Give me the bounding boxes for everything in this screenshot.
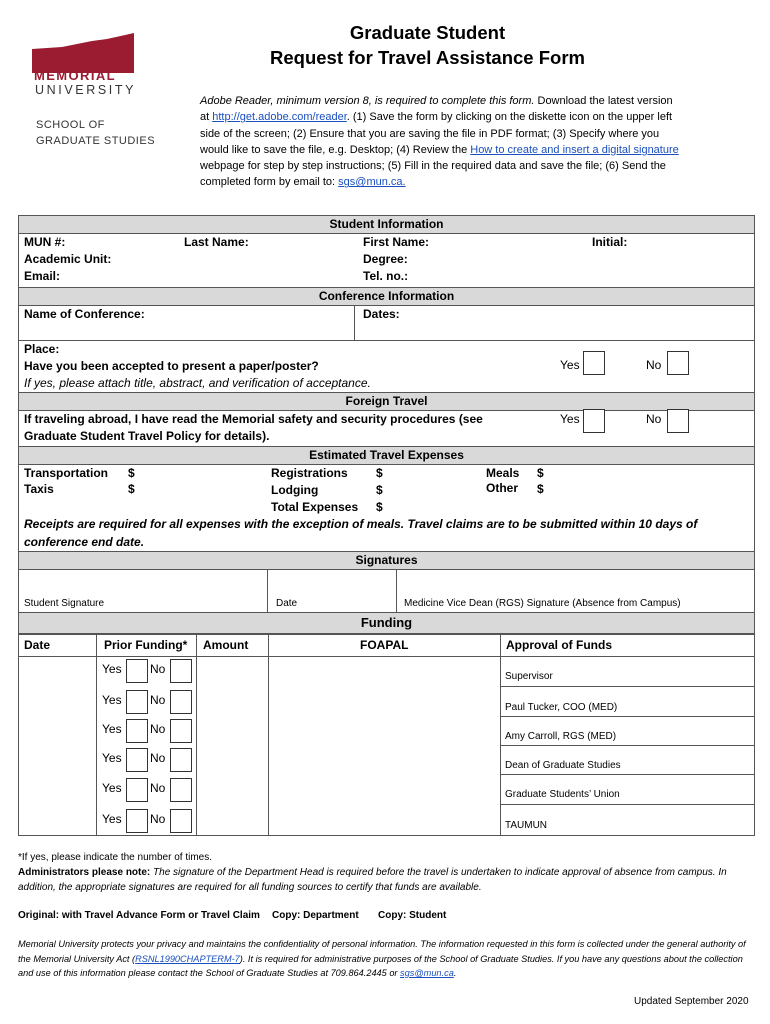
logo-school-line2: GRADUATE STUDIES <box>36 135 156 147</box>
funding-col-divider-3 <box>268 634 269 835</box>
total-currency: $ <box>376 500 383 514</box>
funding-row5-no-label: No <box>150 781 166 795</box>
dean-signature-label <box>404 598 681 609</box>
privacy-text-3: . <box>453 968 457 978</box>
conference-divider <box>354 305 355 340</box>
funding-row1-no-label: No <box>150 662 166 676</box>
dean-signature-note: (Absence from Campus) <box>569 598 681 609</box>
intro-text-1: Download the latest version at <box>200 95 673 124</box>
funding-row1-yes-checkbox[interactable] <box>126 659 148 683</box>
registrations-currency: $ <box>376 466 383 480</box>
transportation-label: Transportation <box>24 466 109 480</box>
funding-header-rule <box>18 656 755 657</box>
signatures-header: Signatures <box>18 551 755 570</box>
funding-row3-no-label: No <box>150 722 166 736</box>
signature-date-label: Date <box>276 598 298 609</box>
memorial-logo-flag-icon <box>32 33 136 73</box>
funding-row5-no-checkbox[interactable] <box>170 778 192 802</box>
funding-row4-yes-label: Yes <box>102 751 122 765</box>
signature-divider-1 <box>267 569 268 612</box>
expenses-header: Estimated Travel Expenses <box>18 446 755 465</box>
foreign-travel-header: Foreign Travel <box>18 392 755 411</box>
funding-row3-yes-checkbox[interactable] <box>126 719 148 743</box>
taxis-label: Taxis <box>24 482 54 496</box>
approver-coo: Paul Tucker, COO (MED) <box>505 702 618 713</box>
accepted-no-label: No <box>646 358 662 372</box>
admin-note-line1 <box>18 867 727 878</box>
intro-requirement: Adobe Reader, minimum version 8, is required to complete this form. <box>200 95 535 107</box>
logo-school <box>36 117 155 149</box>
place-label: Place: <box>24 342 60 356</box>
approver-rule-2 <box>500 716 755 717</box>
funding-row2-no-checkbox[interactable] <box>170 690 192 714</box>
academic-unit-label: Academic Unit: <box>24 252 112 266</box>
admin-note-label: Administrators please note: <box>18 867 151 878</box>
privacy-statement <box>18 937 758 981</box>
funding-row6-yes-label: Yes <box>102 812 122 826</box>
other-currency: $ <box>537 482 544 496</box>
approver-supervisor: Supervisor <box>505 671 553 682</box>
foreign-travel-line2: Graduate Student Travel Policy for details). <box>24 429 270 443</box>
funding-row2-yes-label: Yes <box>102 693 122 707</box>
digital-signature-link[interactable]: How to create and insert a digital signature <box>470 143 679 156</box>
mun-act-link[interactable]: RSNL1990CHAPTERM-7 <box>135 953 240 964</box>
logo-wordmark: MEMORIAL <box>34 68 116 83</box>
degree-label: Degree: <box>363 252 408 266</box>
first-name-label: First Name: <box>363 235 430 249</box>
total-expenses-label: Total Expenses <box>271 500 359 514</box>
email-label: Email: <box>24 269 61 283</box>
initial-label: Initial: <box>592 235 628 249</box>
updated-date: Updated September 2020 <box>634 996 749 1007</box>
funding-col-prior: Prior Funding* <box>104 638 188 652</box>
funding-col-divider-2 <box>196 634 197 835</box>
accepted-yes-label: Yes <box>560 358 580 372</box>
approver-rule-4 <box>500 774 755 775</box>
attach-note: If yes, please attach title, abstract, and verification of acceptance. <box>24 376 371 390</box>
funding-col-foapal: FOAPAL <box>360 638 409 652</box>
last-name-label: Last Name: <box>184 235 249 249</box>
instructions <box>200 93 680 191</box>
student-signature-label: Student Signature <box>24 598 105 609</box>
logo-university: UNIVERSITY <box>35 83 137 97</box>
approver-taumun: TAUMUN <box>505 820 548 831</box>
privacy-email-link[interactable]: sgs@mun.ca <box>400 968 454 978</box>
receipts-note-line2: conference end date. <box>24 535 145 549</box>
privacy-text-2: ). It is required for administrative purposes of the School of Graduate Studies. If you have any questions about the collection and use of this information please contact the School of Graduate Studies at 709.864.2445 or <box>18 953 743 978</box>
form-title <box>200 20 655 70</box>
funding-row6-no-label: No <box>150 812 166 826</box>
department-copy-note: Copy: Department <box>272 910 359 921</box>
dean-signature-title: Medicine Vice Dean (RGS) Signature <box>404 598 570 609</box>
funding-row5-yes-checkbox[interactable] <box>126 778 148 802</box>
receipts-note-line1: Receipts are required for all expenses with the exception of meals. Travel claims are to be submitted within 10 days of <box>24 517 698 531</box>
student-info-header: Student Information <box>18 215 755 234</box>
prior-funding-footnote: *If yes, please indicate the number of times. <box>18 852 212 863</box>
meals-currency: $ <box>537 466 544 480</box>
accepted-yes-checkbox[interactable] <box>583 351 605 375</box>
funding-row2-no-label: No <box>150 693 166 707</box>
lodging-label: Lodging <box>271 483 319 497</box>
foreign-yes-label: Yes <box>560 412 580 426</box>
foreign-no-label: No <box>646 412 662 426</box>
intro-text-2: . (1) Save the form by clicking on the diskette icon on the upper left side of the screen; (2) Ensure that you are saving the file in PDF format; (3) Specify where you would like to save the file, e.g. Desktop; (4) Review the <box>200 111 673 156</box>
funding-row4-yes-checkbox[interactable] <box>126 748 148 772</box>
approver-rule-5 <box>500 804 755 805</box>
adobe-reader-link[interactable]: http://get.adobe.com/reader <box>212 111 347 124</box>
funding-row3-yes-label: Yes <box>102 722 122 736</box>
funding-row5-yes-label: Yes <box>102 781 122 795</box>
conference-info-header: Conference Information <box>18 287 755 306</box>
funding-col-approval: Approval of Funds <box>506 638 612 652</box>
signature-divider-2 <box>396 569 397 612</box>
approver-gsu: Graduate Students’ Union <box>505 789 620 800</box>
transportation-currency: $ <box>128 466 135 480</box>
admin-note-text-1: The signature of the Department Head is required before the travel is undertaken to indicate approval of absence from campus. In <box>150 867 727 878</box>
approver-rule-3 <box>500 745 755 746</box>
approver-dean: Dean of Graduate Studies <box>505 760 621 771</box>
admin-note-line2: addition, the appropriate signatures are required for all funding sources to certify that funds are available. <box>18 882 482 893</box>
registrations-label: Registrations <box>271 466 348 480</box>
funding-row3-no-checkbox[interactable] <box>170 719 192 743</box>
dates-label: Dates: <box>363 307 400 321</box>
original-copy-note: Original: with Travel Advance Form or Travel Claim <box>18 910 260 921</box>
title-line1: Graduate Student <box>349 22 506 43</box>
foreign-yes-checkbox[interactable] <box>583 409 605 433</box>
mun-number-label: MUN #: <box>24 235 66 249</box>
meals-label: Meals <box>486 466 520 480</box>
accepted-no-checkbox[interactable] <box>667 351 689 375</box>
sgs-email-link[interactable]: sgs@mun.ca. <box>338 176 406 189</box>
funding-row1-yes-label: Yes <box>102 662 122 676</box>
tel-label: Tel. no.: <box>363 269 409 283</box>
student-copy-note: Copy: Student <box>378 910 447 921</box>
funding-header: Funding <box>18 612 755 634</box>
funding-row2-yes-checkbox[interactable] <box>126 690 148 714</box>
foreign-travel-line1: If traveling abroad, I have read the Memorial safety and security procedures (see <box>24 412 483 426</box>
foreign-no-checkbox[interactable] <box>667 409 689 433</box>
other-label: Other <box>486 481 519 495</box>
intro-text-3: webpage for step by step instructions; (5) Fill in the required data and save the file; (6) Send the completed form by email to: <box>200 160 666 189</box>
funding-row1-no-checkbox[interactable] <box>170 659 192 683</box>
privacy-text-1: Memorial University protects your privacy and maintains the confidentiality of personal information. The information requested in this form is collected under the general authority of the Memorial University Act ( <box>18 939 746 964</box>
funding-row6-yes-checkbox[interactable] <box>126 809 148 833</box>
lodging-currency: $ <box>376 483 383 497</box>
title-line2: Request for Travel Assistance Form <box>270 47 585 68</box>
funding-col-divider-1 <box>96 634 97 835</box>
approver-rgs: Amy Carroll, RGS (MED) <box>505 731 617 742</box>
funding-row6-no-checkbox[interactable] <box>170 809 192 833</box>
taxis-currency: $ <box>128 482 135 496</box>
conference-name-label: Name of Conference: <box>24 307 145 321</box>
accepted-question: Have you been accepted to present a paper/poster? <box>24 359 319 373</box>
funding-col-amount: Amount <box>203 638 249 652</box>
logo-school-line1: SCHOOL OF <box>36 119 105 131</box>
approver-rule-1 <box>500 686 755 687</box>
funding-row4-no-checkbox[interactable] <box>170 748 192 772</box>
funding-col-date: Date <box>24 638 51 652</box>
funding-row4-no-label: No <box>150 751 166 765</box>
